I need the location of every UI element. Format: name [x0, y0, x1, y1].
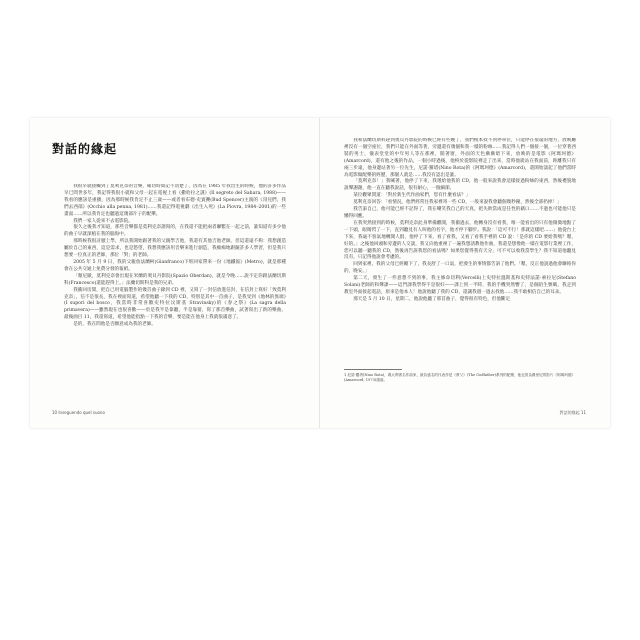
paragraph: 很久之後我才知道，那些音樂都是莫利克奈譜寫的，在我還不能把兩者聯繫在一起之前，誰知道有多少他的曲子早就深植在我的腦海中。 — [64, 225, 286, 238]
paragraph: 我和法蘭切斯科趕到奧貝丹影院的時候已經有些晚了，我們根本找不到停車位，只能停在很遠的地方，放映廳裡沒有一個空座位，我們只能在外面等著，旁邊還有幾個和我一樣的粉絲……我記得人們一個接一個，一位穿著西裝的男士，儀表堂堂的中年男人等在那裡，開著窗，外面的天色漸漸暗下來，放映的是電影《阿瑪珂德》(Amarcord)，還有他之後的作品，一個小時過後，他終於從影院裡走了出來，當時他就站在我面前，距離我只有兩三步遠，他身邊站著另一位先生，尼諾·羅塔(Nino Rota)的《阿瑪珂德》(Amarcord)，還開始談起了他們當時為電影做配樂的經歷，那個人就是……我沒有認出是誰。 — [344, 138, 576, 178]
paragraph: 莫利克奈回答：「看情況，他們經常往我家裡寄一些 CD，一般來說我會聽個幾秒鐘，然後全部扔掉！」 — [353, 200, 562, 206]
paragraph: 是的，我在問他是否願意成為我的老師。 — [73, 322, 156, 328]
right-page-folio: 對話的緣起 11 — [559, 410, 586, 415]
paragraph: 我衝回房間，把自己用電腦製作的幾首曲子錄到 CD 裡，又寫了一封信放進信封，在信封上寫好「致莫利克奈」，信不是很長，我在裡面寫道，希望他聽一下我的 CD，特別是其中一首曲子，是我受到《地林的異端》(I supori del bosco，我當時非常喜歡史特拉汶斯基 Stravinsky)的《春之祭》(La sagra della primavera)——雖然現在也很喜歡——於是我半是靠聽，半是靠猜，寫了那首樂曲，試著寫出了新的樂曲。最後曲目 11，我還寫道，希望他能指點一下我的音樂，要是能在他身上我就很滿意了。 — [64, 287, 286, 321]
paragraph: 我們一家人從來不去電影院。 — [73, 218, 133, 224]
paragraph: 我告訴自己，他可能已經不記得了，我在嘲笑我自己的天真，把失敗當成是任性的藉口……不過也可能他只是懶得回應。 — [344, 207, 576, 219]
book-spread — [30, 118, 610, 428]
paragraph: 回到家裡，我的父母已經睡下了，我長舒了一口氣，把發生的事情都告訴了他們。「嗯，反正他說過他會聯絡你的，晚安。」 — [344, 262, 576, 275]
paragraph: 2005 年 5 月 9 日，我的父親詹法蘭柯(Gianfranco)下班回家帶來一份《地鐵報》(Metro)，就是那種會在公共交通上免費分發的報紙。 — [64, 259, 286, 272]
footnote: 1 尼諾·羅塔(Nino Rota)，義大利著名作曲家，最負盛名的代表作是《教父》(The Godfather)系列的配樂，他也曾為費里尼的影片《阿瑪珂德》(Amarcord, 1973)譜曲。 — [344, 373, 576, 382]
paragraph: 「莫利克奈！」我喊著，他停了下來，我遞給他我的 CD，他一般來說我會這樣接過粉絲的東西，然後禮貌地說聲謝謝，他一直在聽我說話，很有耐心，一個細節。 — [344, 179, 576, 192]
paragraph: 那時候我很討厭上學，所以我開始跟著我的父親學吉他，我還有其他吉他老師，但這還遠不夠：我想創造屬於自己的東西，這是需求，也是慾望，我想我應該用音樂來進行創造，我痴痴地跟隨許多人學習，但是我只想要一位真正的老師，那位「對」的老師。 — [64, 239, 286, 259]
paragraph: 某位觀眾問道：「對於新生代作曲家們，您有什麼看法？」 — [353, 193, 471, 199]
right-page — [320, 118, 610, 428]
paragraph: 我很早就接觸到了莫利克奈的音樂，確切時間記不清楚了，因為在 1985 年我出生的時候，他的許多作品早已問世多年，我記得我很小就和父母一起在電視上看《撒哈拉之謎》(Il segreto del Sahara, 1988)——我看的應該是重播，因為那時候我肯定不止三歲——或者看布德·史賓賽(Bud Spencer)主演的《哥兒們，我們去西部》(Occhio alla penna, 1981)……我還記得電視劇《出生入死》(La Piovra, 1984–2001)的一些畫面……所以我肯定也聽過這幾部片子的配樂。 — [64, 184, 286, 217]
left-page — [30, 118, 320, 428]
left-page-folio: 10 Inseguendo quel suono — [52, 410, 105, 415]
chapter-title: 對話的緣起 — [52, 142, 118, 156]
paragraph: 第二天，發生了一件意想不到的事，我主修韋切利(Vercelli)上史特拉溫斯基和史特法諾·索拉尼(Stefano Solani)老師的和聲課——這門課我學得不是很好——課上到一半時，我的手機突然響了，是個陌生號碼，我走到教室外面接起電話，原來是他本人！他說他聽了我的 CD，還讓我週一過去找他……我不敢相信自己的耳朵。 — [344, 276, 576, 295]
footnote-divider — [344, 369, 402, 370]
left-page-body — [64, 184, 286, 404]
paragraph: 「顏尼歐，莫利克奈會出現在米蘭的奧貝丹影院(Spazio Oberdan)，就是今晚……說不定你跟法蘭切斯科(Francesco)還能趕得上。」法蘭切斯科是我的兄弟。 — [64, 273, 286, 286]
right-page-body — [344, 138, 576, 364]
paragraph: 在我突然接到的時候，莫利克奈此身準備離開，我衝過去，他轉身沒有看我，唯一能看出的只有他微微地點了一下頭，眼睛閃了一下，直到聽見有人叫他的名字，他才停下腳步。我說：「這可不行！那就這樣吧……」他從台上下來，我毫不客氣地轉開人群，他停了下來，看了看我，又看了看我手裡的 CD 說：「是你的 CD 要給我嗎？嗯，好的。」之後他回頭和旁邊的人交談，我又向他重複了一遍我想請教他作曲，我還是想像他一樣在電影行業裡工作，您可以聽一聽我的 CD，然後再告訴我您的看法嗎？如果您覺得我有天分，可不可以收我當學生？我不知道他聽見沒有，只記得他說會考慮的。 — [344, 220, 576, 261]
paragraph: 那天是 5 月 10 日，星期二，他說他聽了那首曲子，覺得很有特色，但他斷定 — [353, 296, 511, 302]
